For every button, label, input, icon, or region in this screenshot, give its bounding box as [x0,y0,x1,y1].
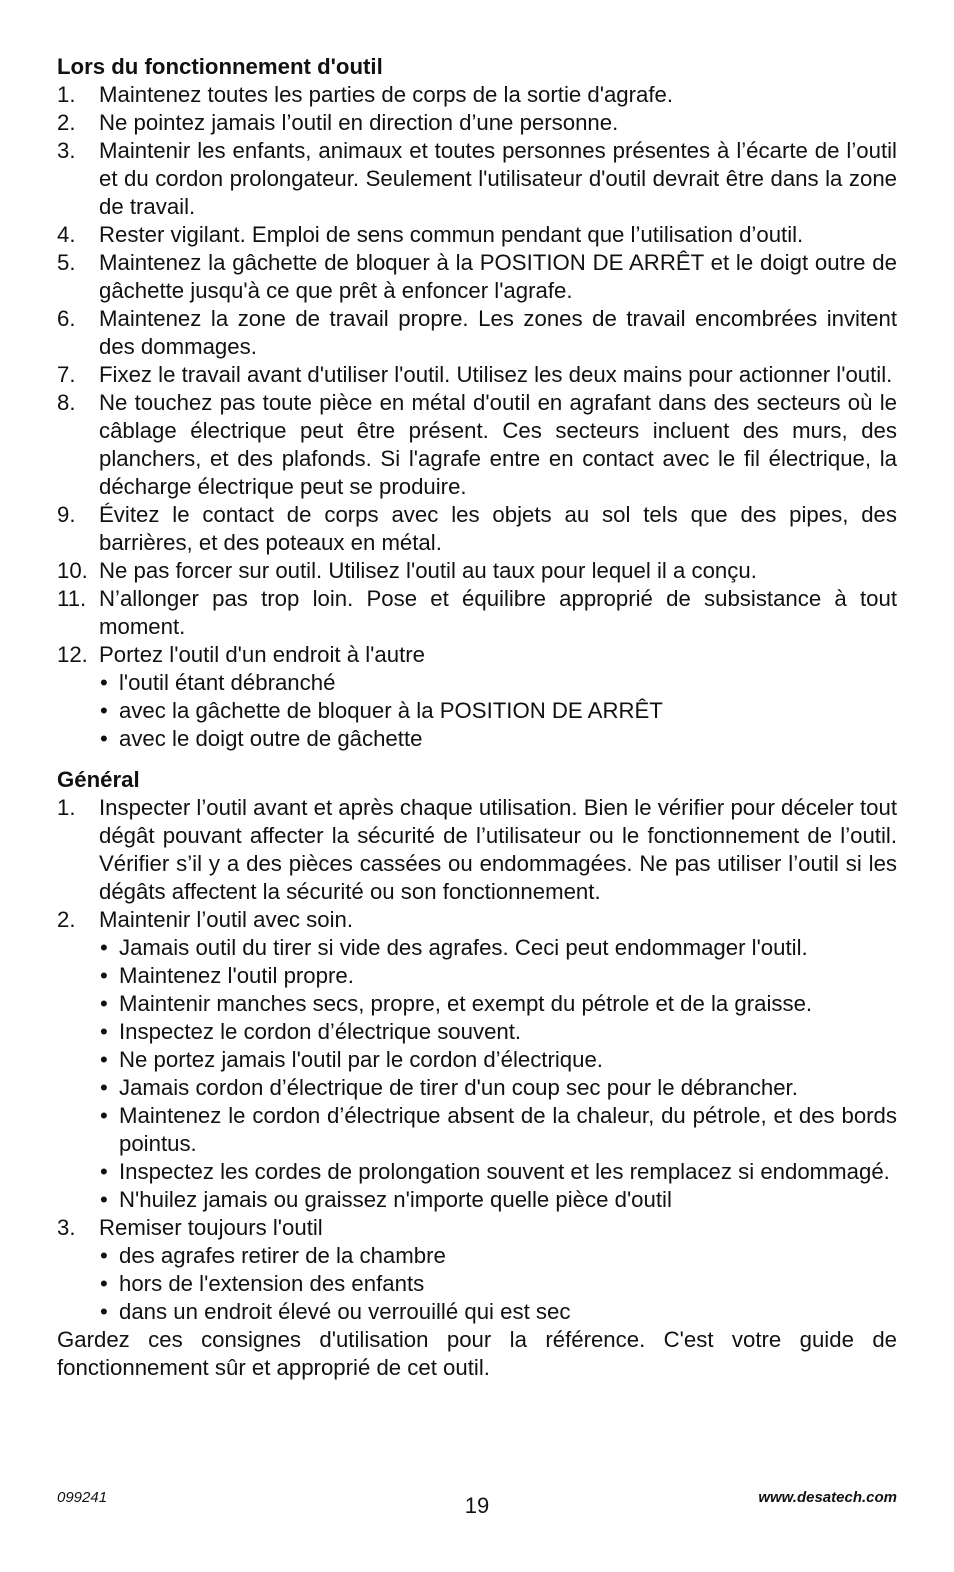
bullet-icon: • [100,1047,108,1072]
bullet-item [57,962,897,990]
item-number: 1. [57,795,76,820]
bullet-text: des agrafes retirer de la chambre [119,1243,446,1268]
list-item [57,794,897,906]
item-text: Maintenir l’outil avec soin. [99,907,354,932]
bullet-item [57,1186,897,1214]
item-number: 10. [57,558,88,583]
bullet-icon: • [100,1243,108,1268]
item-text: Maintenez la gâchette de bloquer à la POSITION DE ARRÊT et le doigt outre de gâchette jusqu'à ce que prêt à enfoncer l'agrafe. [99,250,897,303]
bullet-item [57,1018,897,1046]
list-item [57,305,897,361]
bullet-text: avec le doigt outre de gâchette [119,726,423,751]
bullet-icon: • [100,1103,108,1128]
item-text: Inspecter l’outil avant et après chaque utilisation. Bien le vérifier pour déceler tout dégât pouvant affecter la sécurité de l’utilisateur ou le fonctionnement de l’outil. Vérifier s’il y a des pièces cassées ou endommagées. Ne pas utiliser l’outil si les dégâts affectent la sécurité ou son fonctionnement. [99,795,897,904]
item-text: Maintenez toutes les parties de corps de la sortie d'agrafe. [99,82,674,107]
item-text: Fixez le travail avant d'utiliser l'outil. Utilisez les deux mains pour actionner l'outil. [99,362,893,387]
list-item [57,221,897,249]
bullet-item [57,1102,897,1158]
page-content [57,53,897,1382]
bullet-item [57,1046,897,1074]
bullet-text: Inspectez le cordon d’électrique souvent. [119,1019,522,1044]
bullet-item [57,1242,897,1270]
item-number: 9. [57,502,76,527]
list-item [57,906,897,934]
bullet-text: dans un endroit élevé ou verrouillé qui est sec [119,1299,571,1324]
item-text: Portez l'outil d'un endroit à l'autre [99,642,425,667]
bullet-text: Jamais cordon d’électrique de tirer d'un coup sec pour le débrancher. [119,1075,798,1100]
list-item [57,641,897,669]
item-number: 5. [57,250,76,275]
item-text: Maintenez la zone de travail propre. Les zones de travail encombrées invitent des dommages. [99,306,897,359]
bullet-text: hors de l'extension des enfants [119,1271,425,1296]
page-footer [57,1487,897,1527]
bullet-icon: • [100,726,108,751]
item-text: Maintenir les enfants, animaux et toutes personnes présentes à l’écarte de l’outil et du cordon prolongateur. Seulement l'utilisateur d'outil devrait être dans la zone de travail. [99,138,897,219]
bullet-item [57,669,897,697]
item-number: 7. [57,362,76,387]
list-item [57,109,897,137]
item-number: 3. [57,1215,76,1240]
bullet-icon: • [100,670,108,695]
list-item [57,501,897,557]
bullet-item [57,725,897,753]
item-number: 8. [57,390,76,415]
bullet-icon: • [100,698,108,723]
item-text: Rester vigilant. Emploi de sens commun pendant que l’utilisation d’outil. [99,222,804,247]
list-item [57,81,897,109]
list-item [57,389,897,501]
item-text: Ne pas forcer sur outil. Utilisez l'outil au taux pour lequel il a conçu. [99,558,757,583]
section-heading: Général [57,767,140,792]
document-code: 099241 [57,1489,108,1506]
bullet-icon: • [100,1159,108,1184]
item-number: 3. [57,138,76,163]
item-number: 6. [57,306,76,331]
item-number: 11. [57,586,87,611]
bullet-icon: • [100,1019,108,1044]
bullet-text: Maintenez l'outil propre. [119,963,354,988]
list-item [57,1214,897,1242]
item-text: N’allonger pas trop loin. Pose et équilibre approprié de subsistance à tout moment. [99,586,897,639]
item-number: 4. [57,222,76,247]
page-number: 19 [464,1493,490,1518]
item-text: Remiser toujours l'outil [99,1215,323,1240]
list-item [57,249,897,305]
website-link[interactable]: www.desatech.com [758,1489,897,1506]
bullet-item [57,1158,897,1186]
bullet-item [57,1298,897,1326]
list-item [57,585,897,641]
bullet-icon: • [100,991,108,1016]
closing-paragraph: Gardez ces consignes d'utilisation pour la référence. C'est votre guide de fonctionnement sûr et approprié de cet outil. [57,1327,897,1380]
section-general [57,766,897,1382]
bullet-icon: • [100,963,108,988]
bullet-item [57,1270,897,1298]
bullet-text: Maintenez le cordon d’électrique absent de la chaleur, du pétrole, et des bords pointus. [119,1103,897,1156]
bullet-text: Inspectez les cordes de prolongation souvent et les remplacez si endommagé. [119,1159,890,1184]
bullet-text: N'huilez jamais ou graissez n'importe quelle pièce d'outil [119,1187,672,1212]
item-text: Évitez le contact de corps avec les objets au sol tels que des pipes, des barrières, et des poteaux en métal. [99,502,897,555]
list-item [57,557,897,585]
bullet-text: Maintenir manches secs, propre, et exempt du pétrole et de la graisse. [119,991,813,1016]
bullet-text: Ne portez jamais l'outil par le cordon d’électrique. [119,1047,603,1072]
item-number: 12. [57,642,88,667]
bullet-text: l'outil étant débranché [119,670,336,695]
item-text: Ne touchez pas toute pièce en métal d'outil en agrafant dans des secteurs où le câblage électrique peut être présent. Ces secteurs incluent des murs, des planchers, et des plafonds. Si l'agrafe entre en contact avec le fil électrique, la décharge électrique peut se produire. [99,390,897,499]
bullet-item [57,697,897,725]
item-number: 1. [57,82,76,107]
section-operation [57,53,897,753]
item-text: Ne pointez jamais l’outil en direction d’une personne. [99,110,619,135]
section-heading: Lors du fonctionnement d'outil [57,54,383,79]
bullet-text: Jamais outil du tirer si vide des agrafes. Ceci peut endommager l'outil. [119,935,808,960]
item-number: 2. [57,110,76,135]
item-number: 2. [57,907,76,932]
list-item [57,137,897,221]
bullet-text: avec la gâchette de bloquer à la POSITION DE ARRÊT [119,698,663,723]
bullet-icon: • [100,935,108,960]
bullet-item [57,934,897,962]
list-item [57,361,897,389]
bullet-icon: • [100,1271,108,1296]
bullet-icon: • [100,1075,108,1100]
bullet-item [57,1074,897,1102]
bullet-item [57,990,897,1018]
bullet-icon: • [100,1187,108,1212]
bullet-icon: • [100,1299,108,1324]
